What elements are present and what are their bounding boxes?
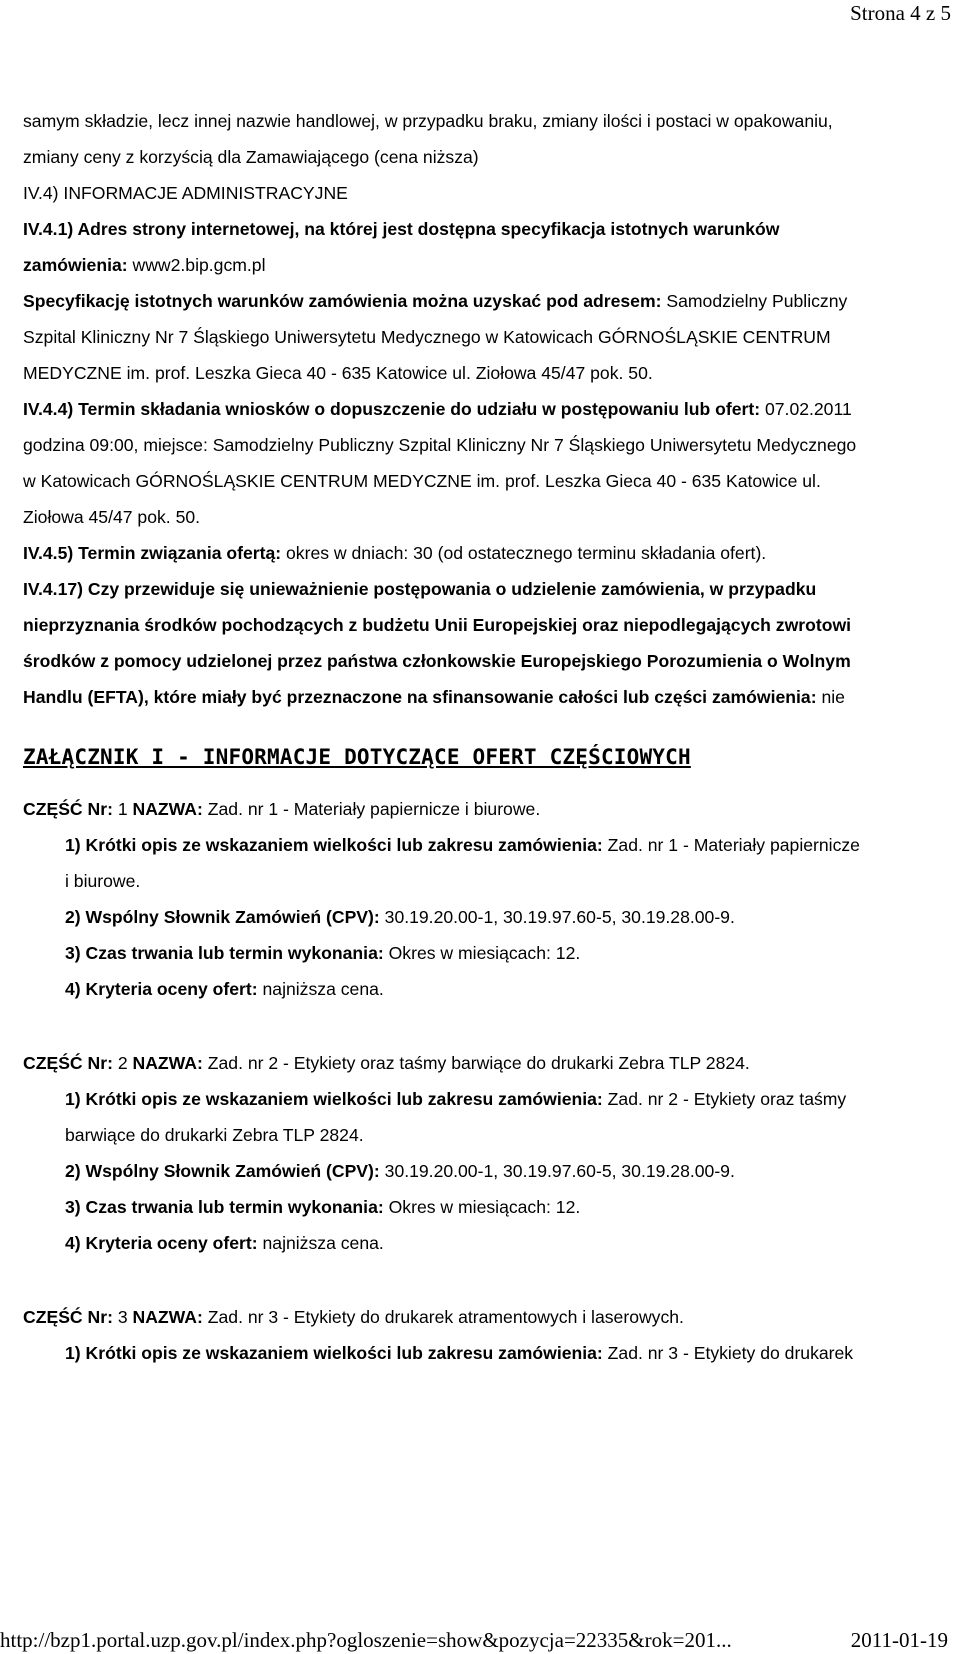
desc-value: Zad. nr 3 - Etykiety do drukarek (602, 1343, 854, 1363)
section-iv417-line-1: IV.4.17) Czy przewiduje się unieważnienie postępowania o udzielenie zamówienia, w przypadku (23, 579, 817, 599)
spec-row (23, 283, 958, 319)
cpv-label: 2) Wspólny Słownik Zamówień (CPV): (65, 907, 380, 927)
cpv-value: 30.19.20.00-1, 30.19.97.60-5, 30.19.28.00-9. (379, 1161, 735, 1181)
section-iv41-row (23, 247, 958, 283)
section-iv44-value-2: godzina 09:00, miejsce: Samodzielny Publiczny Szpital Kliniczny Nr 7 Śląskiego Uniwersytetu Medycznego (23, 435, 857, 455)
name-label: NAZWA: (132, 799, 203, 819)
section-iv417-answer: nie (816, 687, 845, 707)
footer-url[interactable]: http://bzp1.portal.uzp.gov.pl/index.php?ogloszenie=show&pozycja=22335&rok=201... (0, 1628, 732, 1652)
part-1-criteria (65, 971, 958, 1007)
part-name: Zad. nr 2 - Etykiety oraz taśmy barwiące do drukarki Zebra TLP 2824. (202, 1053, 750, 1073)
section-iv4-heading: IV.4) INFORMACJE ADMINISTRACYJNE (23, 183, 348, 203)
spec-value-1: Samodzielny Publiczny (661, 291, 848, 311)
time-value: Okres w miesiącach: 12. (383, 943, 581, 963)
desc-label: 1) Krótki opis ze wskazaniem wielkości lub zakresu zamówienia: (65, 835, 603, 855)
criteria-label: 4) Kryteria oceny ofert: (65, 1233, 258, 1253)
section-iv417-line-3: środków z pomocy udzielonej przez państwa członkowskie Europejskiego Porozumienia o Wolnym (23, 651, 851, 671)
part-3-desc (65, 1335, 958, 1371)
part-number: 2 (112, 1053, 133, 1073)
time-label: 3) Czas trwania lub termin wykonania: (65, 1197, 384, 1217)
part-2-details (23, 1081, 958, 1261)
spec-value-2: Szpital Kliniczny Nr 7 Śląskiego Uniwersytetu Medycznego w Katowicach GÓRNOŚLĄSKIE CENTRUM (23, 327, 831, 347)
part-2-criteria (65, 1225, 958, 1261)
criteria-value: najniższa cena. (257, 979, 384, 999)
desc-label: 1) Krótki opis ze wskazaniem wielkości lub zakresu zamówienia: (65, 1089, 603, 1109)
document-body (23, 103, 958, 1371)
cpv-value: 30.19.20.00-1, 30.19.97.60-5, 30.19.28.00-9. (379, 907, 735, 927)
criteria-value: najniższa cena. (257, 1233, 384, 1253)
part-label: CZĘŚĆ Nr: (23, 799, 113, 819)
page-number: Strona 4 z 5 (850, 1, 951, 25)
desc-value: Zad. nr 1 - Materiały papiernicze (602, 835, 860, 855)
section-iv41-url: www2.bip.gcm.pl (127, 255, 266, 275)
section-iv44-label: IV.4.4) Termin składania wniosków o dopuszczenie do udziału w postępowaniu lub ofert: (23, 399, 761, 419)
time-label: 3) Czas trwania lub termin wykonania: (65, 943, 384, 963)
part-label: CZĘŚĆ Nr: (23, 1307, 113, 1327)
section-iv417-line-4: Handlu (EFTA), które miały być przeznaczone na sfinansowanie całości lub części zamówienia: (23, 687, 817, 707)
part-number: 1 (112, 799, 133, 819)
section-iv44-date: 07.02.2011 (760, 399, 852, 419)
part-1-desc-cont: i biurowe. (65, 871, 141, 891)
part-1-desc (65, 827, 958, 863)
spec-value-3: MEDYCZNE im. prof. Leszka Gieca 40 - 635 Katowice ul. Ziołowa 45/47 pok. 50. (23, 363, 653, 383)
intro-line-1: samym składzie, lecz innej nazwie handlowej, w przypadku braku, zmiany ilości i postaci w opakowaniu, (23, 111, 833, 131)
part-2-cpv (65, 1153, 958, 1189)
name-label: NAZWA: (132, 1307, 203, 1327)
criteria-label: 4) Kryteria oceny ofert: (65, 979, 258, 999)
section-iv45-row (23, 535, 958, 571)
part-1-header (23, 791, 958, 827)
part-label: CZĘŚĆ Nr: (23, 1053, 113, 1073)
desc-label: 1) Krótki opis ze wskazaniem wielkości lub zakresu zamówienia: (65, 1343, 603, 1363)
part-2-desc (65, 1081, 958, 1117)
part-number: 3 (112, 1307, 133, 1327)
intro-line-2: zmiany ceny z korzyścią dla Zamawiającego (cena niższa) (23, 147, 479, 167)
section-iv45-label: IV.4.5) Termin związania ofertą: (23, 543, 282, 563)
time-value: Okres w miesiącach: 12. (383, 1197, 581, 1217)
section-iv45-value: okres w dniach: 30 (od ostatecznego terminu składania ofert). (281, 543, 767, 563)
part-3-details (23, 1335, 958, 1371)
part-name: Zad. nr 1 - Materiały papiernicze i biurowe. (202, 799, 541, 819)
desc-value: Zad. nr 2 - Etykiety oraz taśmy (602, 1089, 847, 1109)
part-2-desc-cont: barwiące do drukarki Zebra TLP 2824. (65, 1125, 364, 1145)
part-2-time (65, 1189, 958, 1225)
section-iv41-label-cont: zamówienia: (23, 255, 128, 275)
part-2-header (23, 1045, 958, 1081)
cpv-label: 2) Wspólny Słownik Zamówień (CPV): (65, 1161, 380, 1181)
part-3-header (23, 1299, 958, 1335)
section-iv417-row (23, 679, 958, 715)
section-iv44-row (23, 391, 958, 427)
name-label: NAZWA: (132, 1053, 203, 1073)
annex-title: ZAŁĄCZNIK I - INFORMACJE DOTYCZĄCE OFERT CZĘŚCIOWYCH (23, 745, 691, 769)
section-iv44-value-3: w Katowicach GÓRNOŚLĄSKIE CENTRUM MEDYCZNE im. prof. Leszka Gieca 40 - 635 Katowice ul. (23, 471, 821, 491)
part-1-cpv (65, 899, 958, 935)
part-name: Zad. nr 3 - Etykiety do drukarek atramentowych i laserowych. (202, 1307, 684, 1327)
part-1-time (65, 935, 958, 971)
spec-label: Specyfikację istotnych warunków zamówienia można uzyskać pod adresem: (23, 291, 662, 311)
section-iv41-label: IV.4.1) Adres strony internetowej, na której jest dostępna specyfikacja istotnych warunków (23, 219, 780, 239)
section-iv417-line-2: nieprzyznania środków pochodzących z budżetu Unii Europejskiej oraz niepodlegających zwrotowi (23, 615, 852, 635)
part-1-details (23, 827, 958, 1007)
footer-date: 2011-01-19 (850, 1628, 948, 1652)
section-iv44-value-4: Ziołowa 45/47 pok. 50. (23, 507, 201, 527)
